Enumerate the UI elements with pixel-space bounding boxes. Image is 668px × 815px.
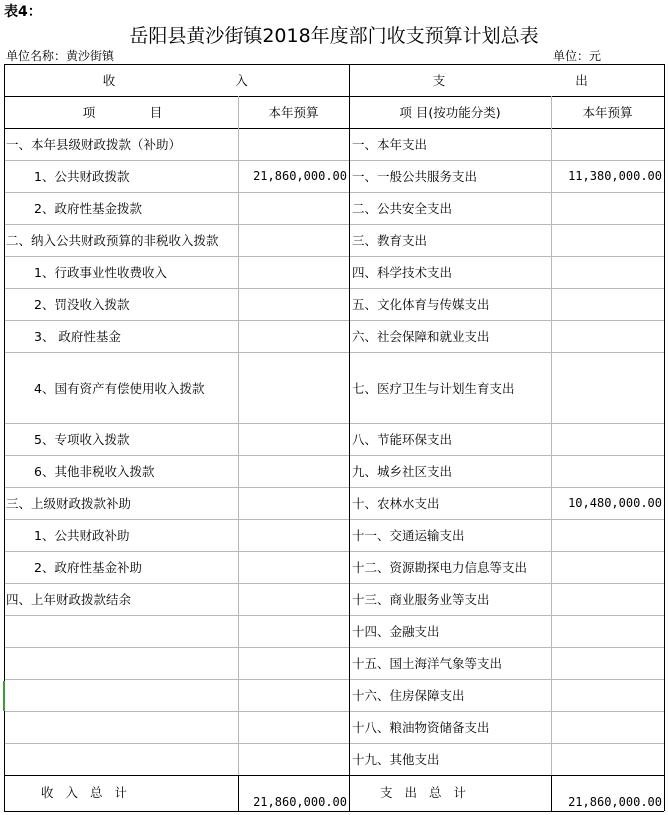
table-vline	[664, 64, 665, 811]
expense-item: 十八、粮油物资储备支出	[352, 720, 490, 735]
expense-item: 十五、国土海洋气象等支出	[352, 656, 503, 671]
expense-item: 十九、其他支出	[352, 752, 440, 767]
expense-amount	[551, 519, 664, 551]
expense-item: 十三、商业服务业等支出	[352, 592, 490, 607]
income-item: 4、国有资产有偿使用收入拨款	[34, 380, 205, 396]
expense-header-left: 支	[432, 73, 446, 88]
expense-amount	[551, 615, 664, 647]
expense-item: 五、文化体育与传媒支出	[352, 297, 490, 312]
income-amount: 21,860,000.00	[253, 169, 347, 183]
expense-amount	[551, 711, 664, 743]
income-item	[4, 711, 238, 743]
expense-amount: 10,480,000.00	[568, 496, 662, 510]
expense-item: 三、教育支出	[352, 233, 428, 248]
expense-item: 十六、住房保障支出	[352, 688, 465, 703]
income-header-left: 收	[102, 73, 116, 88]
income-item: 1、公共财政补助	[34, 528, 130, 543]
expense-item: 十二、资源勘探电力信息等支出	[352, 560, 528, 575]
income-item: 3、 政府性基金	[34, 329, 121, 344]
expense-amount: 11,380,000.00	[568, 169, 662, 183]
income-item	[4, 647, 238, 679]
income-amount	[238, 224, 349, 256]
unit-label: 单位：元	[553, 49, 602, 63]
expense-amount	[551, 423, 664, 455]
expense-budget-header: 本年预算	[582, 105, 633, 120]
income-item-header-left: 项	[82, 105, 96, 120]
expense-amount	[551, 647, 664, 679]
expense-item: 九、城乡社区支出	[352, 464, 453, 479]
income-item: 一、本年县级财政拨款（补助）	[6, 137, 182, 152]
expense-amount	[551, 320, 664, 352]
income-amount	[238, 256, 349, 288]
expense-amount	[551, 224, 664, 256]
expense-total-amount: 21,860,000.00	[568, 795, 662, 809]
income-item-header-right: 目	[149, 105, 163, 120]
expense-item: 十、农林水支出	[352, 496, 440, 511]
income-amount	[238, 551, 349, 583]
income-amount	[238, 455, 349, 487]
income-item: 1、行政事业性收费收入	[34, 265, 167, 280]
expense-item: 一、本年支出	[352, 137, 428, 152]
income-item	[4, 743, 238, 775]
income-item: 2、罚没收入拨款	[34, 297, 130, 312]
income-item: 三、上级财政拨款补助	[6, 496, 132, 511]
income-header-right: 入	[235, 73, 248, 88]
income-amount	[238, 487, 349, 519]
expense-amount	[551, 128, 664, 160]
income-budget-header: 本年预算	[268, 105, 319, 120]
expense-item: 四、科学技术支出	[352, 265, 453, 280]
expense-amount	[551, 455, 664, 487]
expense-item: 十四、金融支出	[352, 624, 440, 639]
expense-item: 八、节能环保支出	[352, 432, 453, 447]
expense-total-label: 支 出 总 计	[380, 785, 470, 800]
income-item: 二、纳入公共财政预算的非税收入拨款	[6, 233, 219, 248]
income-amount	[238, 519, 349, 551]
expense-amount	[551, 583, 664, 615]
expense-amount	[551, 679, 664, 711]
unit-name: 单位名称：黄沙街镇	[6, 49, 115, 63]
income-item: 5、专项收入拨款	[34, 432, 130, 447]
income-item: 6、其他非税收入拨款	[34, 464, 155, 479]
income-amount	[238, 583, 349, 615]
income-item: 2、政府性基金拨款	[34, 201, 142, 216]
page-title: 岳阳县黄沙街镇2018年度部门收支预算计划总表	[129, 25, 539, 47]
income-amount	[238, 352, 349, 423]
income-amount	[238, 288, 349, 320]
table-number: 表4：	[4, 4, 42, 20]
income-amount	[238, 128, 349, 160]
expense-amount	[551, 256, 664, 288]
income-item: 四、上年财政拨款结余	[6, 592, 132, 607]
income-amount	[238, 679, 349, 711]
expense-item: 六、社会保障和就业支出	[352, 329, 490, 344]
expense-header-right: 出	[575, 73, 588, 88]
table-hline	[4, 811, 664, 812]
expense-item: 一、一般公共服务支出	[352, 169, 478, 184]
income-item	[4, 679, 238, 711]
expense-amount	[551, 288, 664, 320]
expense-item: 二、公共安全支出	[352, 201, 453, 216]
income-amount	[238, 423, 349, 455]
income-amount	[238, 647, 349, 679]
income-total-amount: 21,860,000.00	[253, 795, 347, 809]
income-item: 2、政府性基金补助	[34, 560, 142, 575]
income-total-label: 收 入 总 计	[41, 785, 131, 800]
expense-amount	[551, 551, 664, 583]
income-item	[4, 615, 238, 647]
expense-amount	[551, 352, 664, 423]
income-amount	[238, 711, 349, 743]
income-item: 1、公共财政拨款	[34, 169, 130, 184]
income-amount	[238, 743, 349, 775]
expense-amount	[551, 192, 664, 224]
income-amount	[238, 615, 349, 647]
expense-item: 十一、交通运输支出	[352, 528, 465, 543]
income-amount	[238, 192, 349, 224]
expense-amount	[551, 743, 664, 775]
income-amount	[238, 320, 349, 352]
expense-item: 七、医疗卫生与计划生育支出	[352, 380, 515, 396]
expense-item-header: 项 目(按功能分类)	[399, 105, 501, 120]
